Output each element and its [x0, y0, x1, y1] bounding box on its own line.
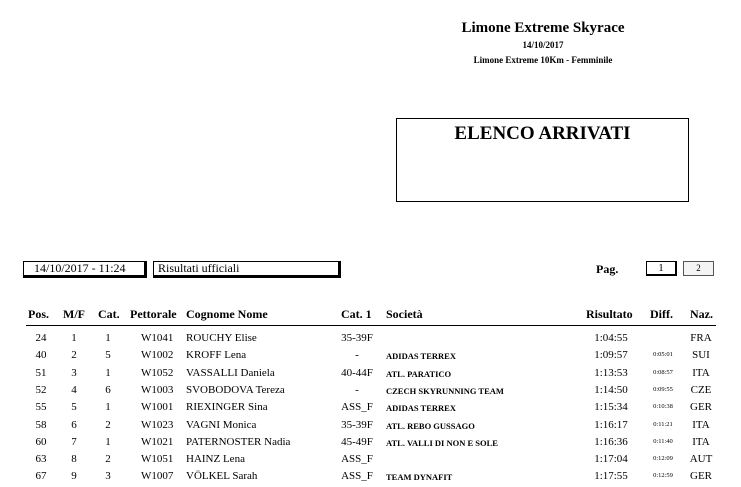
category-rank-cell: 1: [105, 435, 111, 448]
category-cell: 35-39F: [341, 332, 373, 344]
column-header-pos: Pos.: [28, 307, 49, 321]
category-cell: 40-44F: [341, 366, 373, 379]
nation-cell: ITA: [692, 366, 710, 379]
athlete-name-cell: VAGNI Monica: [186, 418, 257, 431]
athlete-name-cell: PATERNOSTER Nadia: [186, 435, 291, 448]
column-header-diff: Diff.: [650, 307, 673, 321]
nation-cell: GER: [690, 401, 712, 414]
page-2-button[interactable]: 2: [683, 261, 714, 276]
official-results-label: Risultati ufficiali: [153, 261, 341, 278]
nation-cell: AUT: [689, 453, 713, 466]
table-row: [0, 332, 741, 349]
category-rank-cell: 1: [105, 401, 111, 414]
result-time-cell: 1:17:55: [594, 470, 628, 483]
banner-title: ELENCO ARRIVATI: [454, 123, 631, 144]
category-cell: 35-39F: [341, 418, 373, 431]
category-cell: -: [355, 349, 359, 362]
gender-rank-cell: 5: [71, 401, 77, 414]
result-time-cell: 1:16:36: [594, 435, 628, 448]
table-row: [0, 401, 741, 418]
column-header-pettorale: Pettorale: [130, 307, 177, 321]
gap-cell: 0:12:59: [653, 472, 673, 480]
table-row: [0, 384, 741, 401]
athlete-name-cell: ROUCHY Elise: [186, 332, 257, 344]
column-header-name: Cognome Nome: [186, 307, 268, 321]
column-header-societa: Società: [386, 307, 423, 321]
category-rank-cell: 5: [105, 349, 111, 362]
column-header-cat1: Cat. 1: [341, 307, 372, 321]
gap-cell: 0:08:57: [653, 368, 673, 376]
nation-cell: ITA: [692, 435, 710, 448]
position-cell: 63: [35, 453, 47, 466]
nation-cell: FRA: [690, 332, 712, 344]
gender-rank-cell: 7: [71, 435, 77, 448]
result-time-cell: 1:15:34: [594, 401, 628, 414]
gender-rank-cell: 8: [71, 453, 77, 466]
position-cell: 58: [35, 418, 47, 431]
bib-cell: W1041: [141, 332, 174, 344]
position-cell: 24: [35, 332, 47, 344]
nation-cell: CZE: [690, 383, 712, 396]
column-header-mf: M/F: [63, 307, 85, 321]
position-cell: 67: [35, 470, 47, 483]
athlete-name-cell: KROFF Lena: [186, 349, 247, 362]
position-cell: 60: [35, 435, 47, 448]
result-time-cell: 1:13:53: [594, 366, 628, 379]
position-cell: 40: [35, 349, 47, 362]
bib-cell: W1001: [141, 401, 174, 414]
header-rule: [26, 325, 716, 326]
gender-rank-cell: 9: [71, 470, 77, 483]
event-date: 14/10/2017: [522, 40, 564, 50]
nation-cell: ITA: [692, 418, 710, 431]
category-rank-cell: 1: [105, 366, 111, 379]
athlete-name-cell: VASSALLI Daniela: [186, 366, 275, 379]
event-title: Limone Extreme Skyrace: [461, 20, 625, 36]
bib-cell: W1007: [141, 470, 174, 483]
bib-cell: W1023: [141, 418, 174, 431]
table-row: [0, 367, 741, 384]
club-cell: ATL. REBO GUSSAGO: [386, 420, 475, 431]
category-rank-cell: 3: [105, 470, 111, 483]
category-cell: ASS_F: [341, 453, 373, 466]
position-cell: 52: [35, 383, 47, 396]
column-header-naz: Naz.: [690, 307, 713, 321]
page-label: Pag.: [596, 262, 619, 276]
gap-cell: 0:10:38: [653, 403, 673, 411]
table-row: [0, 419, 741, 436]
club-cell: TEAM DYNAFIT: [386, 472, 453, 483]
page-1-button[interactable]: 1: [646, 261, 677, 276]
category-cell: 45-49F: [341, 435, 373, 448]
table-row: [0, 453, 741, 470]
nation-cell: SUI: [692, 349, 710, 362]
result-time-cell: 1:16:17: [594, 418, 628, 431]
club-cell: ADIDAS TERREX: [386, 403, 456, 414]
result-time-cell: 1:04:55: [594, 332, 628, 344]
gap-cell: 0:12:09: [653, 455, 673, 463]
table-row: [0, 436, 741, 453]
athlete-name-cell: HAINZ Lena: [186, 453, 245, 466]
table-row: [0, 470, 741, 487]
nation-cell: GER: [690, 470, 712, 483]
arrivals-banner: [396, 118, 689, 202]
category-cell: ASS_F: [341, 470, 373, 483]
gender-rank-cell: 1: [71, 332, 77, 344]
gap-cell: 0:11:21: [653, 420, 673, 428]
column-header-risultato: Risultato: [586, 307, 633, 321]
club-cell: CZECH SKYRUNNING TEAM: [386, 385, 504, 396]
gap-cell: 0:09:55: [653, 385, 673, 393]
category-rank-cell: 2: [105, 453, 111, 466]
bib-cell: W1003: [141, 383, 174, 396]
bib-cell: W1052: [141, 366, 174, 379]
bib-cell: W1051: [141, 453, 174, 466]
club-cell: ADIDAS TERREX: [386, 351, 456, 362]
bib-cell: W1021: [141, 435, 174, 448]
gender-rank-cell: 3: [71, 366, 77, 379]
result-time-cell: 1:09:57: [594, 349, 628, 362]
table-row: [0, 349, 741, 366]
position-cell: 51: [35, 366, 47, 379]
category-rank-cell: 6: [105, 383, 111, 396]
category-rank-cell: 2: [105, 418, 111, 431]
athlete-name-cell: RIEXINGER Sina: [186, 401, 268, 414]
club-cell: ATL. PARATICO: [386, 368, 452, 379]
category-cell: -: [355, 383, 359, 396]
athlete-name-cell: SVOBODOVA Tereza: [186, 383, 285, 396]
gender-rank-cell: 6: [71, 418, 77, 431]
result-time-cell: 1:17:04: [594, 453, 628, 466]
result-time-cell: 1:14:50: [594, 383, 628, 396]
athlete-name-cell: VÖLKEL Sarah: [186, 470, 258, 483]
category-cell: ASS_F: [341, 401, 373, 414]
gender-rank-cell: 4: [71, 383, 77, 396]
gender-rank-cell: 2: [71, 349, 77, 362]
category-rank-cell: 1: [105, 332, 111, 344]
gap-cell: 0:11:40: [653, 437, 673, 445]
gap-cell: 0:05:01: [653, 351, 673, 359]
column-header-cat: Cat.: [98, 307, 120, 321]
race-name: Limone Extreme 10Km - Femminile: [473, 55, 613, 65]
bib-cell: W1002: [141, 349, 174, 362]
club-cell: ATL. VALLI DI NON E SOLE: [386, 437, 498, 448]
position-cell: 55: [35, 401, 47, 414]
print-datetime: 14/10/2017 - 11:24: [23, 261, 147, 278]
